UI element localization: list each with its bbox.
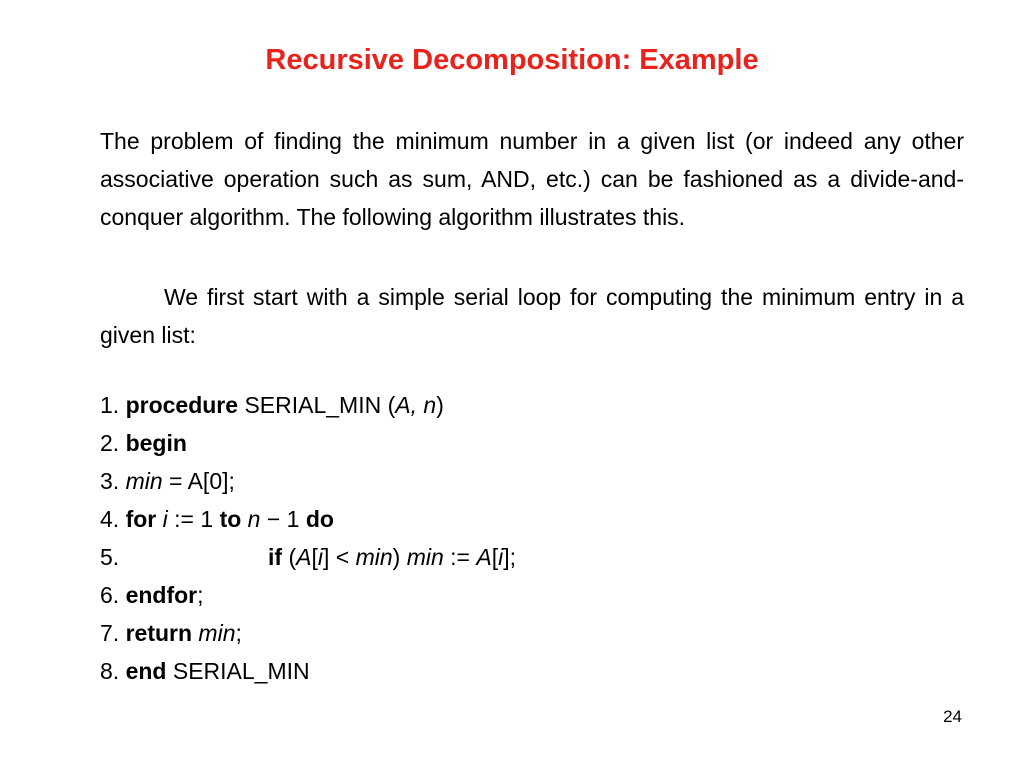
line-number: 2. — [100, 430, 120, 456]
line-number: 7. — [100, 620, 120, 646]
keyword-procedure: procedure — [125, 392, 239, 418]
keyword-do: do — [305, 506, 334, 532]
slide-title: Recursive Decomposition: Example — [265, 44, 759, 76]
if-statement — [268, 538, 516, 576]
keyword-begin: begin — [125, 430, 187, 456]
line-number: 4. — [100, 506, 120, 532]
line-number: 6. — [100, 582, 120, 608]
keyword-for: for — [125, 506, 157, 532]
intro-paragraph: The problem of finding the minimum number in a given list (or indeed any other associative operation such as sum, AND, etc.) can be fashioned as a divide-and-conquer algorithm. The following algorithm illustrates this. — [100, 128, 964, 230]
line-number: 1. — [100, 392, 120, 418]
pseudocode-block — [100, 386, 960, 690]
code-line-3 — [100, 462, 960, 500]
line-number: 8. — [100, 658, 120, 684]
minus-expression: − 1 — [260, 506, 306, 532]
paren-close: ) — [436, 392, 444, 418]
code-line-7 — [100, 614, 960, 652]
semicolon: ; — [197, 582, 204, 608]
code-line-2 — [100, 424, 960, 462]
loop-paragraph: We first start with a simple serial loop for computing the minimum entry in a given list: — [100, 284, 964, 348]
procedure-name: SERIAL_MIN ( — [238, 392, 396, 418]
var-min: min — [355, 544, 393, 570]
page-number: 24 — [943, 707, 962, 726]
var-i: i — [162, 506, 168, 532]
compare-op: ] < — [322, 544, 356, 570]
var-min: min — [125, 468, 163, 494]
procedure-args: A, n — [395, 392, 437, 418]
line-number: 3. — [100, 468, 120, 494]
code-line-8 — [100, 652, 960, 690]
var-A: A — [296, 544, 312, 570]
keyword-end: end — [125, 658, 167, 684]
assign-expression: := 1 — [167, 506, 220, 532]
keyword-endfor: endfor — [125, 582, 198, 608]
code-line-6 — [100, 576, 960, 614]
var-n: n — [247, 506, 261, 532]
assign-op: := — [443, 544, 477, 570]
var-i: i — [317, 544, 323, 570]
bracket-open: [ — [311, 544, 318, 570]
code-line-4 — [100, 500, 960, 538]
var-i: i — [498, 544, 504, 570]
var-min: min — [406, 544, 444, 570]
var-A: A — [476, 544, 492, 570]
keyword-to: to — [219, 506, 242, 532]
keyword-if: if — [268, 544, 283, 570]
var-min: min — [198, 620, 236, 646]
bracket-open: [ — [491, 544, 499, 570]
procedure-name: SERIAL_MIN — [166, 658, 310, 684]
init-expression: = A[0]; — [162, 468, 235, 494]
paren-open: ( — [282, 544, 297, 570]
bracket-close: ]; — [503, 544, 517, 570]
paren-close: ) — [392, 544, 407, 570]
line-number: 5. — [100, 544, 120, 570]
keyword-return: return — [125, 620, 193, 646]
semicolon: ; — [235, 620, 242, 646]
code-line-1 — [100, 386, 960, 424]
code-line-5 — [100, 538, 960, 576]
